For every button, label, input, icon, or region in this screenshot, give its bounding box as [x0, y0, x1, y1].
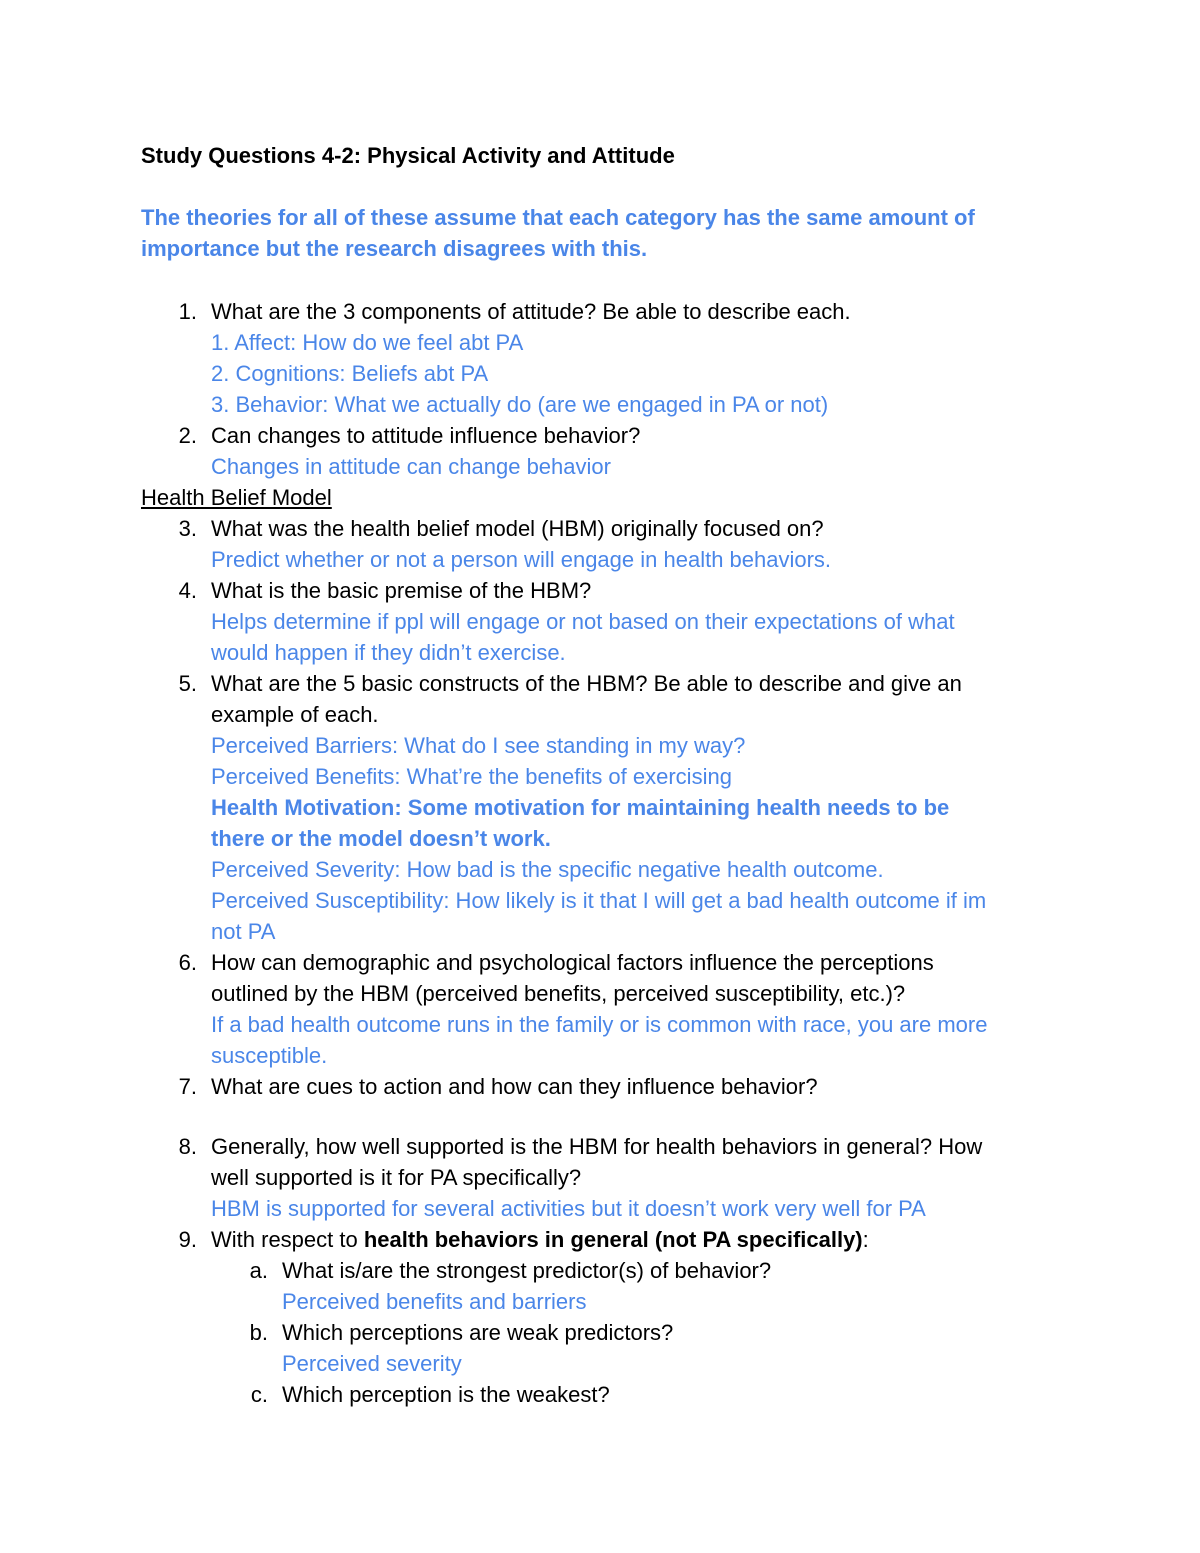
question-6-text-2: outlined by the HBM (perceived benefits, perceived susceptibility, etc.)? — [211, 981, 906, 1006]
subquestion-c-text: Which perception is the weakest? — [282, 1382, 610, 1407]
question-4-answer-1: Helps determine if ppl will engage or not based on their expectations of what — [211, 609, 955, 634]
question-4-answer-2: would happen if they didn’t exercise. — [211, 640, 566, 665]
question-4-text: What is the basic premise of the HBM? — [211, 578, 592, 603]
question-5-text-2: example of each. — [211, 702, 379, 727]
page-title: Study Questions 4-2: Physical Activity and Attitude — [141, 143, 675, 168]
subquestion-b-answer: Perceived severity — [282, 1351, 462, 1376]
question-5-answer-motivation-1: Health Motivation: Some motivation for maintaining health needs to be — [211, 795, 950, 820]
question-6-answer-2: susceptible. — [211, 1043, 328, 1068]
question-6-answer-1: If a bad health outcome runs in the family or is common with race, you are more — [211, 1012, 988, 1037]
question-2-answer: Changes in attitude can change behavior — [211, 454, 611, 479]
question-5-answer-susceptibility-1: Perceived Susceptibility: How likely is it that I will get a bad health outcome if im — [211, 888, 987, 913]
question-2-number: 2. — [178, 423, 197, 448]
question-5-answer-susceptibility-2: not PA — [211, 919, 276, 944]
question-2-text: Can changes to attitude influence behavior? — [211, 423, 641, 448]
section-heading: Health Belief Model — [141, 485, 332, 510]
subquestion-c-letter: c. — [250, 1382, 268, 1407]
intro-note-line-1: The theories for all of these assume that each category has the same amount of — [141, 205, 975, 230]
question-9-text — [211, 1224, 869, 1255]
question-5-answer-severity: Perceived Severity: How bad is the specific negative health outcome. — [211, 857, 884, 882]
question-8-text-1: Generally, how well supported is the HBM for health behaviors in general? How — [211, 1134, 983, 1159]
question-9-text-prefix: With respect to — [211, 1227, 364, 1252]
question-1-answer-1: 1. Affect: How do we feel abt PA — [211, 330, 524, 355]
question-4-number: 4. — [178, 578, 197, 603]
question-8-answer: HBM is supported for several activities but it doesn’t work very well for PA — [211, 1196, 926, 1221]
question-1-number: 1. — [178, 299, 197, 324]
subquestion-b-letter: b. — [249, 1320, 268, 1345]
question-6-text-1: How can demographic and psychological factors influence the perceptions — [211, 950, 934, 975]
subquestion-a-answer: Perceived benefits and barriers — [282, 1289, 587, 1314]
question-7-text: What are cues to action and how can they influence behavior? — [211, 1074, 818, 1099]
question-9-text-bold: health behaviors in general (not PA specifically) — [363, 1227, 863, 1252]
subquestion-a-text: What is/are the strongest predictor(s) of behavior? — [282, 1258, 772, 1283]
question-3-text: What was the health belief model (HBM) originally focused on? — [211, 516, 824, 541]
question-9-text-suffix: : — [862, 1227, 869, 1252]
question-9-number: 9. — [178, 1227, 197, 1252]
question-7-number: 7. — [178, 1074, 197, 1099]
question-5-answer-barriers: Perceived Barriers: What do I see standing in my way? — [211, 733, 746, 758]
question-5-number: 5. — [178, 671, 197, 696]
question-8-number: 8. — [178, 1134, 197, 1159]
question-1-text: What are the 3 components of attitude? Be able to describe each. — [211, 299, 851, 324]
intro-note-line-2: importance but the research disagrees with this. — [141, 236, 648, 261]
question-5-text-1: What are the 5 basic constructs of the HBM? Be able to describe and give an — [211, 671, 962, 696]
question-5-answer-benefits: Perceived Benefits: What’re the benefits of exercising — [211, 764, 732, 789]
subquestion-b-text: Which perceptions are weak predictors? — [282, 1320, 674, 1345]
question-8-text-2: well supported is it for PA specifically? — [211, 1165, 582, 1190]
subquestion-a-letter: a. — [249, 1258, 268, 1283]
question-3-number: 3. — [178, 516, 197, 541]
question-1-answer-2: 2. Cognitions: Beliefs abt PA — [211, 361, 489, 386]
question-3-answer: Predict whether or not a person will engage in health behaviors. — [211, 547, 832, 572]
question-5-answer-motivation-2: there or the model doesn’t work. — [211, 826, 551, 851]
question-6-number: 6. — [178, 950, 197, 975]
question-1-answer-3: 3. Behavior: What we actually do (are we engaged in PA or not) — [211, 392, 829, 417]
